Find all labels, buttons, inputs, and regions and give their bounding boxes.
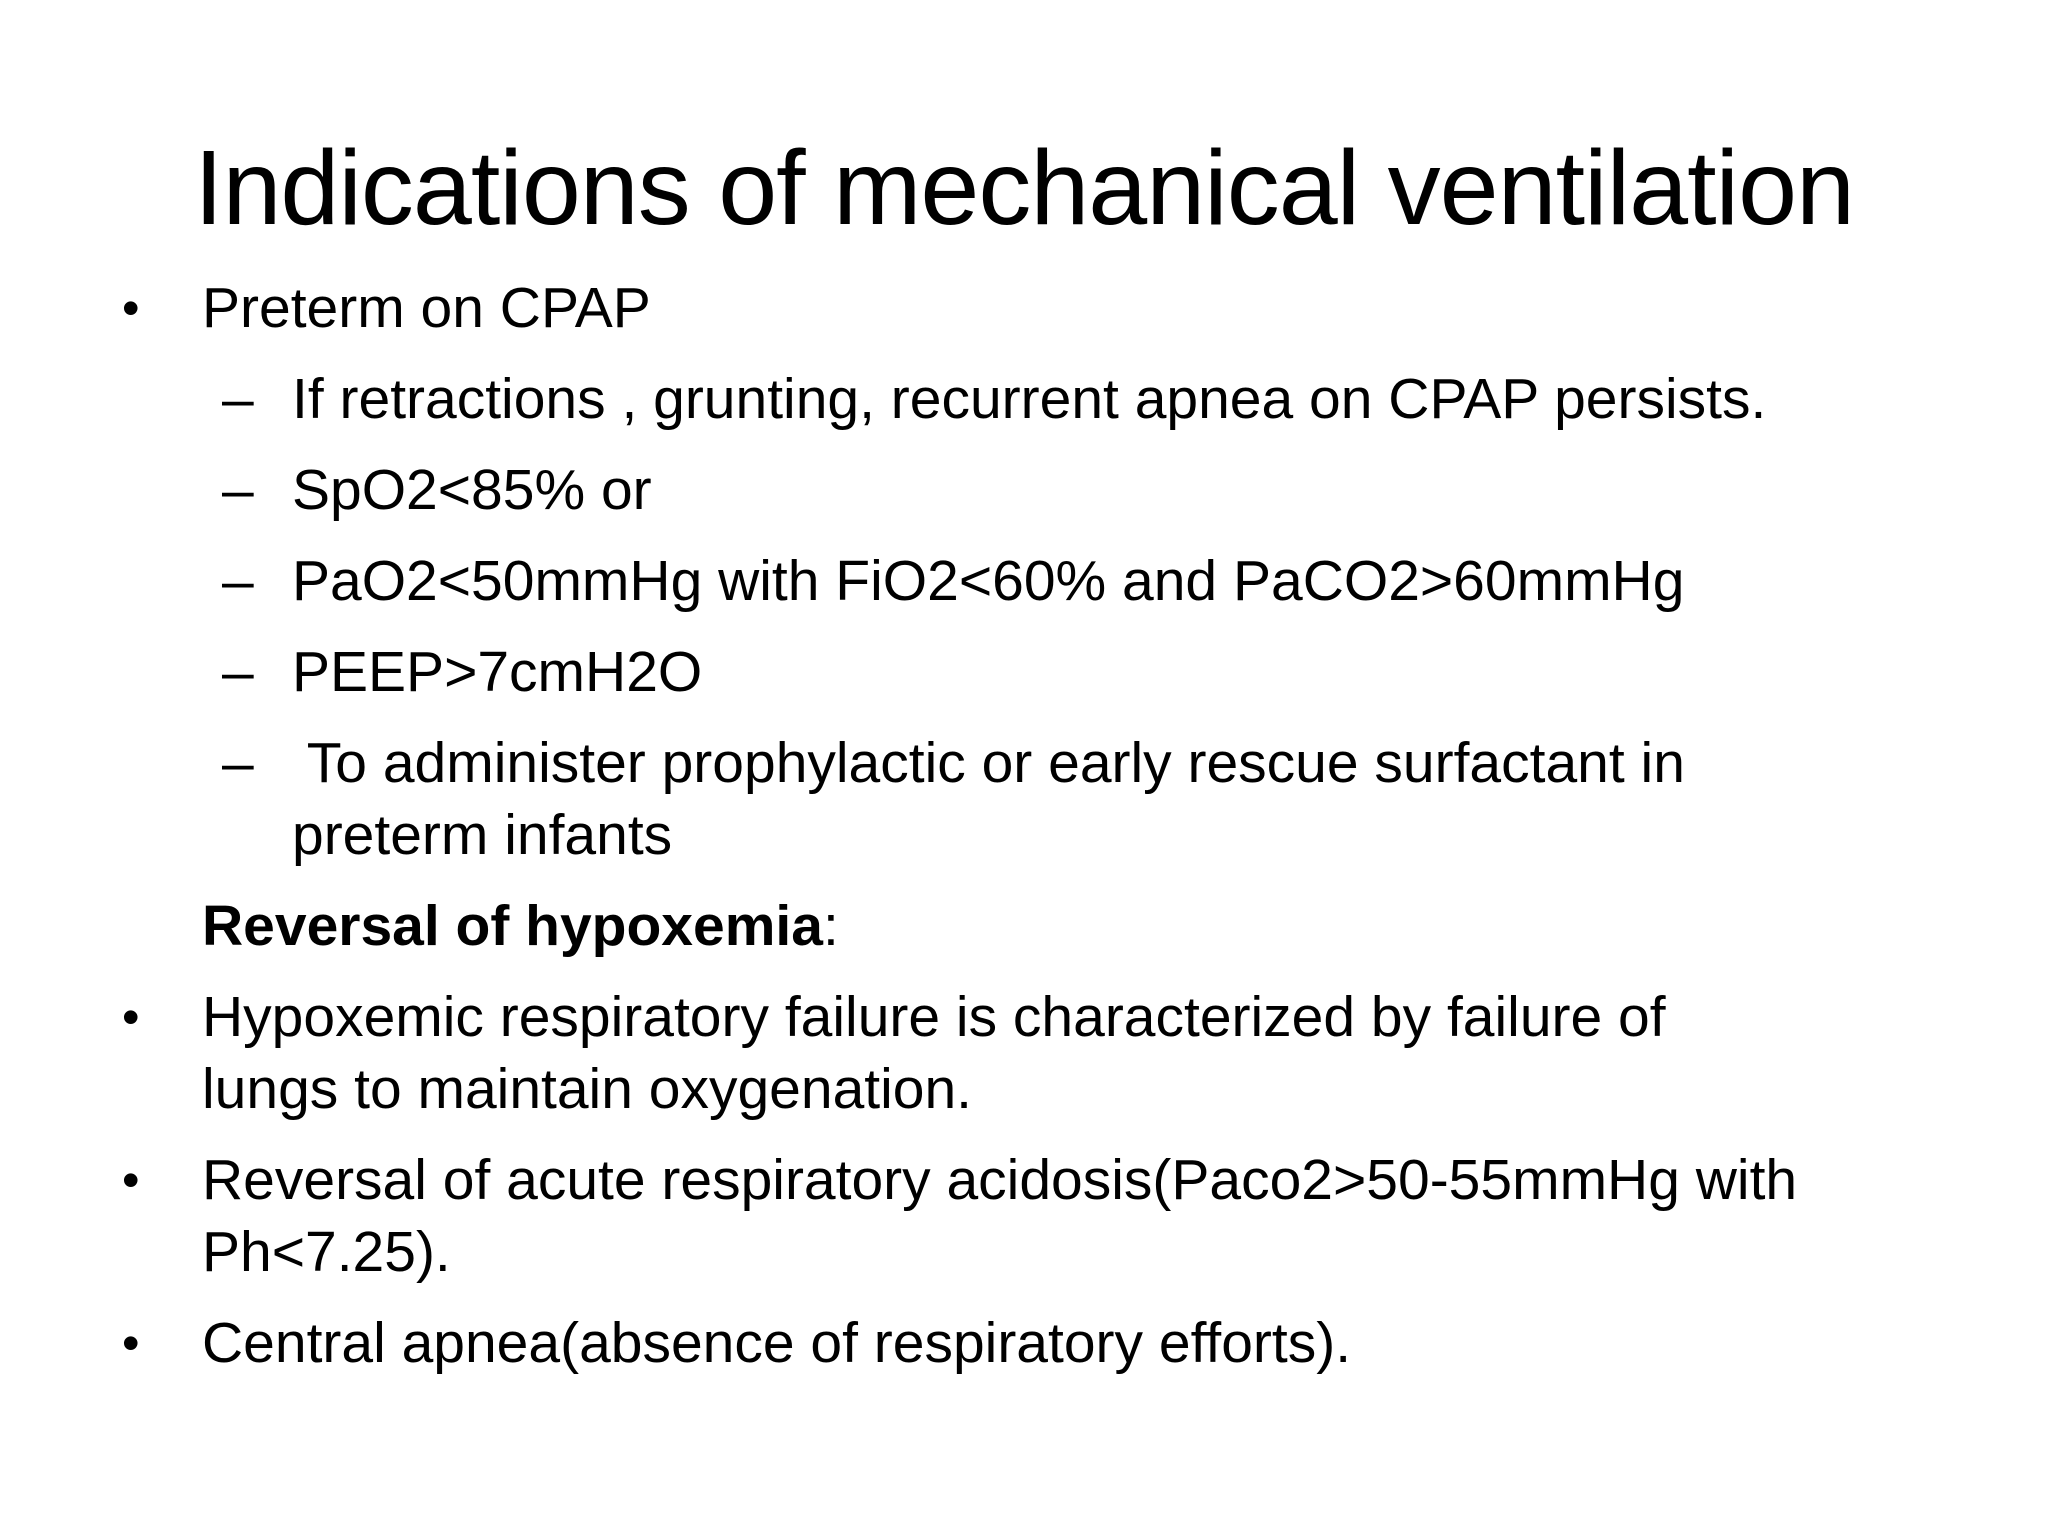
section-heading-hypoxemia <box>202 890 839 962</box>
dash-marker: – <box>222 458 254 522</box>
bullet-marker: • <box>122 1315 140 1371</box>
bullet-marker: • <box>122 989 140 1045</box>
dash-marker: – <box>222 640 254 704</box>
sub-item-spo2: SpO2<85% or <box>292 458 652 522</box>
slide-title: Indications of mechanical ventilation <box>194 129 1854 247</box>
heading-bold-text: Reversal of hypoxemia <box>202 894 823 958</box>
bullet-item-hypoxemic: Hypoxemic respiratory failure is characterized by failure of <box>202 985 1666 1049</box>
heading-suffix: : <box>822 894 839 958</box>
bullet-marker: • <box>122 280 140 336</box>
bullet-marker: • <box>122 1152 140 1208</box>
sub-item-retractions: If retractions , grunting, recurrent apnea on CPAP persists. <box>292 367 1767 431</box>
bullet-item-hypoxemic-cont: lungs to maintain oxygenation. <box>202 1057 973 1121</box>
bullet-item-acidosis-cont: Ph<7.25). <box>202 1220 451 1284</box>
bullet-item-central-apnea: Central apnea(absence of respiratory efforts). <box>202 1311 1352 1375</box>
bullet-item-preterm: Preterm on CPAP <box>202 276 651 340</box>
sub-item-peep: PEEP>7cmH2O <box>292 640 703 704</box>
dash-marker: – <box>222 731 254 795</box>
sub-item-surfactant: To administer prophylactic or early rescue surfactant in <box>292 731 1685 795</box>
bullet-item-acidosis: Reversal of acute respiratory acidosis(Paco2>50-55mmHg with <box>202 1148 1798 1212</box>
sub-item-pao2: PaO2<50mmHg with FiO2<60% and PaCO2>60mmHg <box>292 549 1685 613</box>
dash-marker: – <box>222 549 254 613</box>
sub-item-surfactant-cont: preterm infants <box>292 803 673 867</box>
dash-marker: – <box>222 367 254 431</box>
